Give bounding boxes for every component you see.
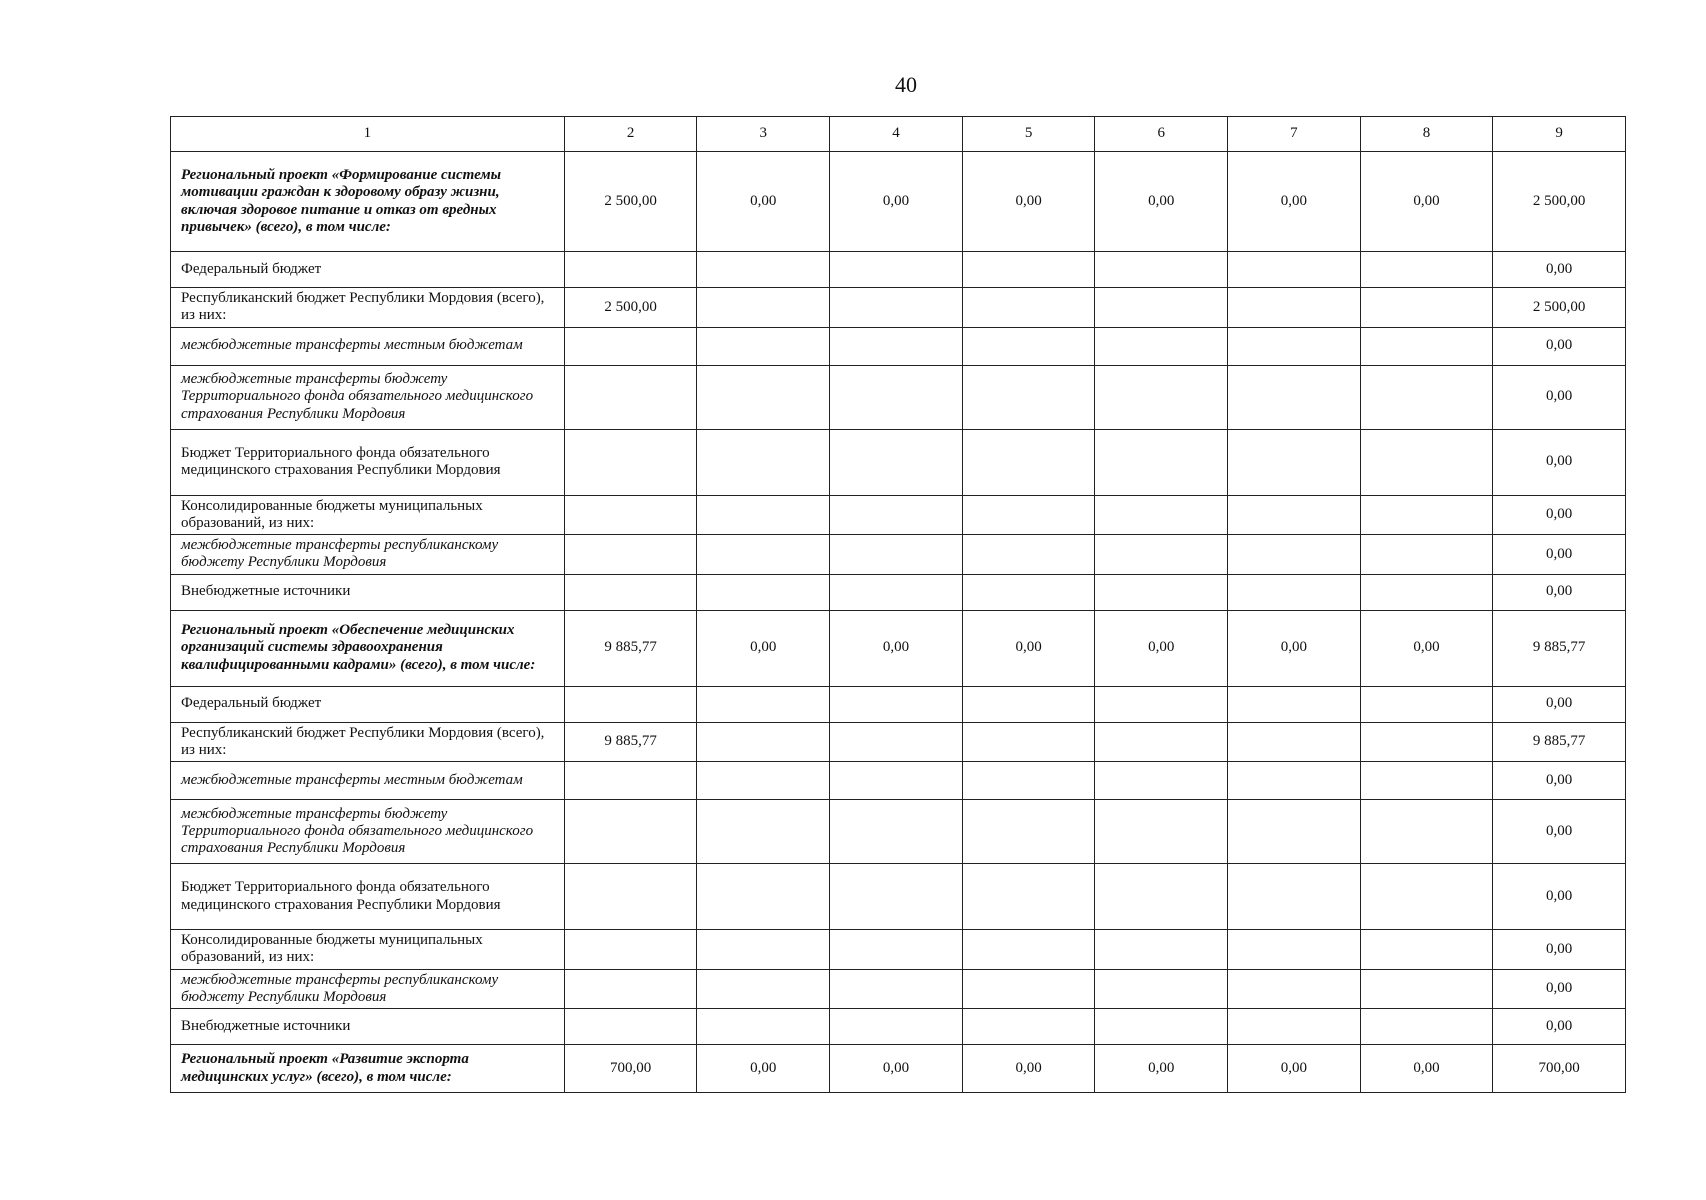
value-cell-col-2 bbox=[564, 969, 697, 1009]
value-cell-col-5 bbox=[962, 574, 1095, 610]
value-cell-col-6 bbox=[1095, 722, 1228, 762]
value-cell-col-9: 0,00 bbox=[1493, 495, 1626, 535]
value-cell-col-8: 0,00 bbox=[1360, 1045, 1493, 1093]
row-label: Региональный проект «Формирование системы мотивации граждан к здоровому образу жизни, включая здоровое питание и отказ от вредных привычек» (всего), в том числе: bbox=[171, 152, 565, 252]
budget-table bbox=[170, 116, 1626, 1093]
value-cell-col-4 bbox=[830, 722, 963, 762]
budget-row bbox=[171, 686, 1626, 722]
value-cell-col-7 bbox=[1228, 722, 1361, 762]
value-cell-col-3 bbox=[697, 800, 830, 864]
value-cell-col-8 bbox=[1360, 288, 1493, 328]
value-cell-col-7 bbox=[1228, 327, 1361, 365]
row-label: межбюджетные трансферты республиканскому бюджету Республики Мордовия bbox=[171, 969, 565, 1009]
value-cell-col-3 bbox=[697, 252, 830, 288]
budget-row bbox=[171, 365, 1626, 429]
value-cell-col-4: 0,00 bbox=[830, 610, 963, 686]
value-cell-col-4 bbox=[830, 1009, 963, 1045]
value-cell-col-3 bbox=[697, 1009, 830, 1045]
value-cell-col-2 bbox=[564, 864, 697, 930]
value-cell-col-9: 9 885,77 bbox=[1493, 610, 1626, 686]
value-cell-col-4 bbox=[830, 327, 963, 365]
value-cell-col-3 bbox=[697, 722, 830, 762]
value-cell-col-3 bbox=[697, 535, 830, 575]
value-cell-col-9: 0,00 bbox=[1493, 1009, 1626, 1045]
value-cell-col-3 bbox=[697, 495, 830, 535]
row-label: Республиканский бюджет Республики Мордовия (всего), из них: bbox=[171, 722, 565, 762]
value-cell-col-4 bbox=[830, 930, 963, 970]
value-cell-col-9: 2 500,00 bbox=[1493, 152, 1626, 252]
header-cell: 2 bbox=[564, 117, 697, 152]
row-label: Консолидированные бюджеты муниципальных образований, из них: bbox=[171, 930, 565, 970]
budget-row bbox=[171, 1009, 1626, 1045]
value-cell-col-2: 9 885,77 bbox=[564, 722, 697, 762]
value-cell-col-2: 9 885,77 bbox=[564, 610, 697, 686]
value-cell-col-6 bbox=[1095, 800, 1228, 864]
value-cell-col-9: 0,00 bbox=[1493, 864, 1626, 930]
value-cell-col-5 bbox=[962, 722, 1095, 762]
value-cell-col-9: 0,00 bbox=[1493, 535, 1626, 575]
budget-row bbox=[171, 574, 1626, 610]
value-cell-col-8 bbox=[1360, 535, 1493, 575]
header-cell: 6 bbox=[1095, 117, 1228, 152]
value-cell-col-4 bbox=[830, 365, 963, 429]
row-label: Республиканский бюджет Республики Мордовия (всего), из них: bbox=[171, 288, 565, 328]
value-cell-col-4 bbox=[830, 574, 963, 610]
value-cell-col-9: 9 885,77 bbox=[1493, 722, 1626, 762]
value-cell-col-2 bbox=[564, 800, 697, 864]
value-cell-col-6 bbox=[1095, 762, 1228, 800]
header-cell: 4 bbox=[830, 117, 963, 152]
value-cell-col-3 bbox=[697, 930, 830, 970]
value-cell-col-5: 0,00 bbox=[962, 610, 1095, 686]
value-cell-col-7 bbox=[1228, 288, 1361, 328]
budget-row bbox=[171, 722, 1626, 762]
value-cell-col-7 bbox=[1228, 495, 1361, 535]
value-cell-col-5 bbox=[962, 762, 1095, 800]
value-cell-col-3 bbox=[697, 327, 830, 365]
value-cell-col-6 bbox=[1095, 429, 1228, 495]
value-cell-col-5: 0,00 bbox=[962, 1045, 1095, 1093]
row-label: межбюджетные трансферты бюджету Территориального фонда обязательного медицинского страхования Республики Мордовия bbox=[171, 365, 565, 429]
value-cell-col-5 bbox=[962, 535, 1095, 575]
value-cell-col-9: 0,00 bbox=[1493, 930, 1626, 970]
row-label: Региональный проект «Обеспечение медицинских организаций системы здравоохранения квалифицированными кадрами» (всего), в том числе: bbox=[171, 610, 565, 686]
value-cell-col-9: 0,00 bbox=[1493, 969, 1626, 1009]
value-cell-col-5 bbox=[962, 327, 1095, 365]
value-cell-col-8 bbox=[1360, 327, 1493, 365]
value-cell-col-3 bbox=[697, 288, 830, 328]
value-cell-col-3: 0,00 bbox=[697, 1045, 830, 1093]
value-cell-col-6: 0,00 bbox=[1095, 610, 1228, 686]
value-cell-col-8 bbox=[1360, 686, 1493, 722]
header-cell: 7 bbox=[1228, 117, 1361, 152]
value-cell-col-4 bbox=[830, 800, 963, 864]
value-cell-col-5 bbox=[962, 365, 1095, 429]
value-cell-col-8 bbox=[1360, 429, 1493, 495]
value-cell-col-2 bbox=[564, 365, 697, 429]
budget-row bbox=[171, 535, 1626, 575]
value-cell-col-5 bbox=[962, 1009, 1095, 1045]
value-cell-col-2 bbox=[564, 1009, 697, 1045]
value-cell-col-5 bbox=[962, 864, 1095, 930]
value-cell-col-6 bbox=[1095, 252, 1228, 288]
value-cell-col-6 bbox=[1095, 495, 1228, 535]
value-cell-col-3 bbox=[697, 864, 830, 930]
value-cell-col-4: 0,00 bbox=[830, 1045, 963, 1093]
value-cell-col-2 bbox=[564, 327, 697, 365]
header-cell: 5 bbox=[962, 117, 1095, 152]
value-cell-col-5 bbox=[962, 495, 1095, 535]
header-cell: 9 bbox=[1493, 117, 1626, 152]
value-cell-col-6 bbox=[1095, 1009, 1228, 1045]
value-cell-col-4 bbox=[830, 429, 963, 495]
value-cell-col-4 bbox=[830, 762, 963, 800]
value-cell-col-6: 0,00 bbox=[1095, 152, 1228, 252]
row-label: Внебюджетные источники bbox=[171, 1009, 565, 1045]
value-cell-col-7 bbox=[1228, 574, 1361, 610]
value-cell-col-8 bbox=[1360, 252, 1493, 288]
budget-row bbox=[171, 327, 1626, 365]
value-cell-col-7 bbox=[1228, 535, 1361, 575]
value-cell-col-6 bbox=[1095, 327, 1228, 365]
value-cell-col-3 bbox=[697, 429, 830, 495]
row-label: межбюджетные трансферты местным бюджетам bbox=[171, 762, 565, 800]
budget-row bbox=[171, 864, 1626, 930]
value-cell-col-5: 0,00 bbox=[962, 152, 1095, 252]
project-row bbox=[171, 610, 1626, 686]
value-cell-col-5 bbox=[962, 288, 1095, 328]
row-label: межбюджетные трансферты местным бюджетам bbox=[171, 327, 565, 365]
value-cell-col-7 bbox=[1228, 252, 1361, 288]
value-cell-col-8 bbox=[1360, 864, 1493, 930]
budget-row bbox=[171, 429, 1626, 495]
value-cell-col-9: 0,00 bbox=[1493, 800, 1626, 864]
value-cell-col-3 bbox=[697, 574, 830, 610]
row-label: Консолидированные бюджеты муниципальных образований, из них: bbox=[171, 495, 565, 535]
row-label: Федеральный бюджет bbox=[171, 252, 565, 288]
value-cell-col-9: 0,00 bbox=[1493, 686, 1626, 722]
value-cell-col-4 bbox=[830, 969, 963, 1009]
value-cell-col-4 bbox=[830, 686, 963, 722]
value-cell-col-6 bbox=[1095, 288, 1228, 328]
value-cell-col-8 bbox=[1360, 495, 1493, 535]
header-row bbox=[171, 117, 1626, 152]
project-row bbox=[171, 152, 1626, 252]
budget-row bbox=[171, 930, 1626, 970]
value-cell-col-8 bbox=[1360, 930, 1493, 970]
value-cell-col-4 bbox=[830, 252, 963, 288]
value-cell-col-6 bbox=[1095, 574, 1228, 610]
value-cell-col-9: 0,00 bbox=[1493, 762, 1626, 800]
value-cell-col-2: 700,00 bbox=[564, 1045, 697, 1093]
budget-row bbox=[171, 762, 1626, 800]
budget-row bbox=[171, 800, 1626, 864]
value-cell-col-4 bbox=[830, 495, 963, 535]
row-label: Внебюджетные источники bbox=[171, 574, 565, 610]
value-cell-col-6 bbox=[1095, 535, 1228, 575]
value-cell-col-5 bbox=[962, 429, 1095, 495]
value-cell-col-6 bbox=[1095, 930, 1228, 970]
value-cell-col-8 bbox=[1360, 800, 1493, 864]
value-cell-col-9: 0,00 bbox=[1493, 327, 1626, 365]
value-cell-col-5 bbox=[962, 252, 1095, 288]
budget-row bbox=[171, 969, 1626, 1009]
value-cell-col-4 bbox=[830, 288, 963, 328]
value-cell-col-7 bbox=[1228, 969, 1361, 1009]
value-cell-col-2 bbox=[564, 762, 697, 800]
header-cell: 8 bbox=[1360, 117, 1493, 152]
budget-row bbox=[171, 288, 1626, 328]
value-cell-col-2 bbox=[564, 495, 697, 535]
value-cell-col-6 bbox=[1095, 365, 1228, 429]
value-cell-col-9: 0,00 bbox=[1493, 574, 1626, 610]
value-cell-col-7: 0,00 bbox=[1228, 610, 1361, 686]
value-cell-col-5 bbox=[962, 969, 1095, 1009]
row-label: Федеральный бюджет bbox=[171, 686, 565, 722]
value-cell-col-7: 0,00 bbox=[1228, 152, 1361, 252]
value-cell-col-7 bbox=[1228, 1009, 1361, 1045]
value-cell-col-3 bbox=[697, 686, 830, 722]
value-cell-col-6: 0,00 bbox=[1095, 1045, 1228, 1093]
value-cell-col-3: 0,00 bbox=[697, 152, 830, 252]
value-cell-col-8: 0,00 bbox=[1360, 152, 1493, 252]
value-cell-col-2: 2 500,00 bbox=[564, 152, 697, 252]
value-cell-col-9: 0,00 bbox=[1493, 365, 1626, 429]
value-cell-col-5 bbox=[962, 800, 1095, 864]
value-cell-col-3 bbox=[697, 969, 830, 1009]
value-cell-col-7 bbox=[1228, 930, 1361, 970]
value-cell-col-8 bbox=[1360, 722, 1493, 762]
value-cell-col-2: 2 500,00 bbox=[564, 288, 697, 328]
value-cell-col-2 bbox=[564, 535, 697, 575]
value-cell-col-8 bbox=[1360, 1009, 1493, 1045]
budget-row bbox=[171, 252, 1626, 288]
row-label: Бюджет Территориального фонда обязательного медицинского страхования Республики Мордовия bbox=[171, 429, 565, 495]
value-cell-col-2 bbox=[564, 930, 697, 970]
value-cell-col-7 bbox=[1228, 864, 1361, 930]
value-cell-col-9: 2 500,00 bbox=[1493, 288, 1626, 328]
budget-row bbox=[171, 495, 1626, 535]
value-cell-col-4: 0,00 bbox=[830, 152, 963, 252]
value-cell-col-4 bbox=[830, 535, 963, 575]
value-cell-col-8 bbox=[1360, 574, 1493, 610]
value-cell-col-8: 0,00 bbox=[1360, 610, 1493, 686]
value-cell-col-7 bbox=[1228, 762, 1361, 800]
value-cell-col-9: 0,00 bbox=[1493, 252, 1626, 288]
value-cell-col-7 bbox=[1228, 686, 1361, 722]
value-cell-col-8 bbox=[1360, 762, 1493, 800]
header-cell: 1 bbox=[171, 117, 565, 152]
header-cell: 3 bbox=[697, 117, 830, 152]
value-cell-col-8 bbox=[1360, 365, 1493, 429]
row-label: межбюджетные трансферты республиканскому бюджету Республики Мордовия bbox=[171, 535, 565, 575]
value-cell-col-9: 700,00 bbox=[1493, 1045, 1626, 1093]
value-cell-col-7: 0,00 bbox=[1228, 1045, 1361, 1093]
value-cell-col-2 bbox=[564, 686, 697, 722]
value-cell-col-6 bbox=[1095, 864, 1228, 930]
value-cell-col-2 bbox=[564, 574, 697, 610]
value-cell-col-5 bbox=[962, 686, 1095, 722]
value-cell-col-8 bbox=[1360, 969, 1493, 1009]
value-cell-col-7 bbox=[1228, 800, 1361, 864]
value-cell-col-2 bbox=[564, 429, 697, 495]
page-number: 40 bbox=[895, 72, 917, 97]
value-cell-col-3 bbox=[697, 762, 830, 800]
value-cell-col-3: 0,00 bbox=[697, 610, 830, 686]
value-cell-col-3 bbox=[697, 365, 830, 429]
value-cell-col-4 bbox=[830, 864, 963, 930]
row-label: Бюджет Территориального фонда обязательного медицинского страхования Республики Мордовия bbox=[171, 864, 565, 930]
budget-table-body bbox=[171, 117, 1626, 1093]
row-label: Региональный проект «Развитие экспорта медицинских услуг» (всего), в том числе: bbox=[171, 1045, 565, 1093]
value-cell-col-7 bbox=[1228, 365, 1361, 429]
value-cell-col-9: 0,00 bbox=[1493, 429, 1626, 495]
row-label: межбюджетные трансферты бюджету Территориального фонда обязательного медицинского страхования Республики Мордовия bbox=[171, 800, 565, 864]
value-cell-col-7 bbox=[1228, 429, 1361, 495]
project-row bbox=[171, 1045, 1626, 1093]
value-cell-col-6 bbox=[1095, 686, 1228, 722]
value-cell-col-6 bbox=[1095, 969, 1228, 1009]
value-cell-col-2 bbox=[564, 252, 697, 288]
value-cell-col-5 bbox=[962, 930, 1095, 970]
